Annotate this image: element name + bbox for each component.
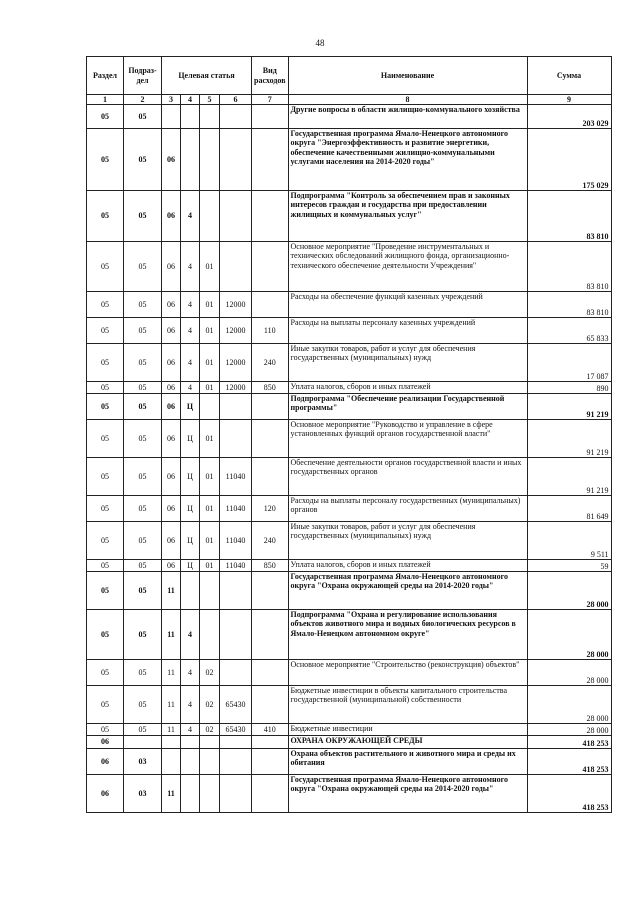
name-cell: Основное мероприятие "Строительство (реконструкция) объектов" bbox=[288, 660, 527, 686]
col-number: 4 bbox=[181, 95, 200, 105]
podrazdel-cell: 05 bbox=[124, 522, 162, 560]
activity-code-cell: 01 bbox=[200, 420, 220, 458]
sum-cell: 65 833 bbox=[527, 318, 611, 344]
subprogram-code-cell bbox=[181, 105, 200, 129]
razdel-cell: 05 bbox=[87, 458, 124, 496]
sum-cell: 17 087 bbox=[527, 344, 611, 382]
table-row bbox=[87, 736, 612, 749]
sum-cell: 59 bbox=[527, 560, 611, 572]
direction-code-cell bbox=[220, 775, 252, 813]
podrazdel-cell: 05 bbox=[124, 191, 162, 242]
table-row bbox=[87, 382, 612, 394]
razdel-cell: 05 bbox=[87, 660, 124, 686]
activity-code-cell bbox=[200, 191, 220, 242]
table-body bbox=[87, 105, 612, 813]
podrazdel-cell: 05 bbox=[124, 318, 162, 344]
direction-code-cell: 11040 bbox=[220, 496, 252, 522]
razdel-cell: 05 bbox=[87, 318, 124, 344]
table-row bbox=[87, 420, 612, 458]
podrazdel-cell: 05 bbox=[124, 660, 162, 686]
col-number: 5 bbox=[200, 95, 220, 105]
name-cell: Основное мероприятие "Руководство и управление в сфере установленных функций органов государственной власти" bbox=[288, 420, 527, 458]
podrazdel-cell: 05 bbox=[124, 572, 162, 610]
direction-code-cell: 11040 bbox=[220, 522, 252, 560]
col-number: 1 bbox=[87, 95, 124, 105]
razdel-cell: 05 bbox=[87, 420, 124, 458]
expense-type-cell bbox=[252, 610, 289, 660]
expense-type-cell bbox=[252, 292, 289, 318]
podrazdel-cell: 05 bbox=[124, 458, 162, 496]
sum-cell: 418 253 bbox=[527, 736, 611, 749]
subprogram-code-cell: Ц bbox=[181, 458, 200, 496]
program-code-cell: 06 bbox=[162, 560, 181, 572]
podrazdel-cell: 05 bbox=[124, 292, 162, 318]
razdel-cell: 05 bbox=[87, 382, 124, 394]
activity-code-cell: 02 bbox=[200, 660, 220, 686]
activity-code-cell bbox=[200, 394, 220, 420]
table-row bbox=[87, 724, 612, 736]
activity-code-cell: 01 bbox=[200, 458, 220, 496]
subprogram-code-cell: 4 bbox=[181, 242, 200, 292]
activity-code-cell: 01 bbox=[200, 318, 220, 344]
razdel-cell: 05 bbox=[87, 344, 124, 382]
expense-type-cell bbox=[252, 775, 289, 813]
subprogram-code-cell: Ц bbox=[181, 496, 200, 522]
header-celevaya: Целевая статья bbox=[162, 57, 252, 95]
table-row bbox=[87, 775, 612, 813]
program-code-cell: 06 bbox=[162, 394, 181, 420]
sum-cell: 81 649 bbox=[527, 496, 611, 522]
podrazdel-cell: 03 bbox=[124, 749, 162, 775]
program-code-cell bbox=[162, 105, 181, 129]
expense-type-cell bbox=[252, 129, 289, 191]
program-code-cell: 06 bbox=[162, 318, 181, 344]
podrazdel-cell: 05 bbox=[124, 724, 162, 736]
podrazdel-cell: 05 bbox=[124, 560, 162, 572]
razdel-cell: 05 bbox=[87, 610, 124, 660]
activity-code-cell: 02 bbox=[200, 686, 220, 724]
subprogram-code-cell bbox=[181, 736, 200, 749]
subprogram-code-cell: 4 bbox=[181, 382, 200, 394]
sum-cell: 28 000 bbox=[527, 724, 611, 736]
razdel-cell: 05 bbox=[87, 129, 124, 191]
program-code-cell: 11 bbox=[162, 572, 181, 610]
expense-type-cell bbox=[252, 686, 289, 724]
activity-code-cell: 01 bbox=[200, 522, 220, 560]
program-code-cell: 06 bbox=[162, 292, 181, 318]
col-number: 2 bbox=[124, 95, 162, 105]
name-cell: Подпрограмма "Обеспечение реализации Государственной программы" bbox=[288, 394, 527, 420]
subprogram-code-cell bbox=[181, 749, 200, 775]
podrazdel-cell: 05 bbox=[124, 105, 162, 129]
expense-type-cell: 850 bbox=[252, 560, 289, 572]
subprogram-code-cell: 4 bbox=[181, 724, 200, 736]
razdel-cell: 05 bbox=[87, 724, 124, 736]
activity-code-cell bbox=[200, 105, 220, 129]
subprogram-code-cell: 4 bbox=[181, 610, 200, 660]
razdel-cell: 05 bbox=[87, 191, 124, 242]
subprogram-code-cell: 4 bbox=[181, 191, 200, 242]
sum-cell: 83 810 bbox=[527, 191, 611, 242]
razdel-cell: 06 bbox=[87, 775, 124, 813]
activity-code-cell: 01 bbox=[200, 242, 220, 292]
direction-code-cell bbox=[220, 660, 252, 686]
table-row bbox=[87, 749, 612, 775]
expense-type-cell: 850 bbox=[252, 382, 289, 394]
sum-cell: 28 000 bbox=[527, 572, 611, 610]
podrazdel-cell: 05 bbox=[124, 686, 162, 724]
program-code-cell: 06 bbox=[162, 522, 181, 560]
table-row bbox=[87, 610, 612, 660]
activity-code-cell: 01 bbox=[200, 560, 220, 572]
subprogram-code-cell: Ц bbox=[181, 560, 200, 572]
podrazdel-cell: 05 bbox=[124, 420, 162, 458]
direction-code-cell: 65430 bbox=[220, 686, 252, 724]
direction-code-cell bbox=[220, 129, 252, 191]
razdel-cell: 05 bbox=[87, 686, 124, 724]
name-cell: Государственная программа Ямало-Ненецкого автономного округа "Охрана окружающей среды на 2014-2020 годы" bbox=[288, 775, 527, 813]
sum-cell: 91 219 bbox=[527, 458, 611, 496]
activity-code-cell bbox=[200, 736, 220, 749]
column-numbers-row bbox=[87, 95, 612, 105]
podrazdel-cell: 05 bbox=[124, 242, 162, 292]
sum-cell: 28 000 bbox=[527, 610, 611, 660]
table-row bbox=[87, 105, 612, 129]
col-number: 3 bbox=[162, 95, 181, 105]
program-code-cell: 06 bbox=[162, 242, 181, 292]
budget-table bbox=[86, 56, 612, 813]
subprogram-code-cell bbox=[181, 129, 200, 191]
direction-code-cell bbox=[220, 610, 252, 660]
razdel-cell: 05 bbox=[87, 292, 124, 318]
name-cell: Обеспечение деятельности органов государственной власти и иных государственных органов bbox=[288, 458, 527, 496]
direction-code-cell bbox=[220, 105, 252, 129]
expense-type-cell bbox=[252, 191, 289, 242]
direction-code-cell bbox=[220, 394, 252, 420]
table-row bbox=[87, 686, 612, 724]
col-number: 8 bbox=[288, 95, 527, 105]
name-cell: Расходы на обеспечение функций казенных учреждений bbox=[288, 292, 527, 318]
direction-code-cell: 12000 bbox=[220, 292, 252, 318]
expense-type-cell bbox=[252, 105, 289, 129]
table-row bbox=[87, 344, 612, 382]
podrazdel-cell: 05 bbox=[124, 382, 162, 394]
expense-type-cell bbox=[252, 736, 289, 749]
sum-cell: 83 810 bbox=[527, 292, 611, 318]
expense-type-cell bbox=[252, 420, 289, 458]
table-row bbox=[87, 191, 612, 242]
podrazdel-cell: 05 bbox=[124, 344, 162, 382]
col-number: 6 bbox=[220, 95, 252, 105]
direction-code-cell bbox=[220, 736, 252, 749]
sum-cell: 91 219 bbox=[527, 394, 611, 420]
name-cell: Подпрограмма "Охрана и регулирование использования объектов животного мира и водных биологических ресурсов в Ямало-Ненецком автономном округе" bbox=[288, 610, 527, 660]
program-code-cell: 11 bbox=[162, 724, 181, 736]
razdel-cell: 05 bbox=[87, 522, 124, 560]
name-cell: Бюджетные инвестиции bbox=[288, 724, 527, 736]
name-cell: Государственная программа Ямало-Ненецкого автономного округа "Энергоэффективность и развитие энергетики, обеспечение качественными жилищно-коммунальными услугами населения на 2014-2020 годы" bbox=[288, 129, 527, 191]
sum-cell: 203 029 bbox=[527, 105, 611, 129]
direction-code-cell: 12000 bbox=[220, 318, 252, 344]
activity-code-cell bbox=[200, 572, 220, 610]
name-cell: Другие вопросы в области жилищно-коммунального хозяйства bbox=[288, 105, 527, 129]
expense-type-cell: 240 bbox=[252, 522, 289, 560]
activity-code-cell bbox=[200, 610, 220, 660]
header-name: Наименование bbox=[288, 57, 527, 95]
name-cell: ОХРАНА ОКРУЖАЮЩЕЙ СРЕДЫ bbox=[288, 736, 527, 749]
col-number: 7 bbox=[252, 95, 289, 105]
expense-type-cell bbox=[252, 394, 289, 420]
subprogram-code-cell bbox=[181, 572, 200, 610]
sum-cell: 418 253 bbox=[527, 749, 611, 775]
activity-code-cell: 01 bbox=[200, 382, 220, 394]
program-code-cell: 06 bbox=[162, 382, 181, 394]
direction-code-cell: 12000 bbox=[220, 382, 252, 394]
program-code-cell: 11 bbox=[162, 775, 181, 813]
table-row bbox=[87, 292, 612, 318]
razdel-cell: 06 bbox=[87, 749, 124, 775]
direction-code-cell: 12000 bbox=[220, 344, 252, 382]
subprogram-code-cell: 4 bbox=[181, 292, 200, 318]
expense-type-cell bbox=[252, 458, 289, 496]
expense-type-cell: 120 bbox=[252, 496, 289, 522]
program-code-cell: 06 bbox=[162, 458, 181, 496]
table-row bbox=[87, 496, 612, 522]
program-code-cell: 11 bbox=[162, 686, 181, 724]
table-header bbox=[87, 57, 612, 105]
name-cell: Государственная программа Ямало-Ненецкого автономного округа "Охрана окружающей среды на 2014-2020 годы" bbox=[288, 572, 527, 610]
sum-cell: 890 bbox=[527, 382, 611, 394]
sum-cell: 83 810 bbox=[527, 242, 611, 292]
table-row bbox=[87, 318, 612, 344]
subprogram-code-cell: 4 bbox=[181, 318, 200, 344]
header-sum: Сумма bbox=[527, 57, 611, 95]
direction-code-cell bbox=[220, 749, 252, 775]
subprogram-code-cell: 4 bbox=[181, 344, 200, 382]
program-code-cell: 11 bbox=[162, 610, 181, 660]
direction-code-cell: 11040 bbox=[220, 560, 252, 572]
header-razdel: Раздел bbox=[87, 57, 124, 95]
table-row bbox=[87, 394, 612, 420]
podrazdel-cell: 03 bbox=[124, 775, 162, 813]
table-row bbox=[87, 572, 612, 610]
podrazdel-cell bbox=[124, 736, 162, 749]
header-vid: Вид расходов bbox=[252, 57, 289, 95]
name-cell: Иные закупки товаров, работ и услуг для обеспечения государственных (муниципальных) нужд bbox=[288, 522, 527, 560]
expense-type-cell bbox=[252, 572, 289, 610]
razdel-cell: 05 bbox=[87, 560, 124, 572]
razdel-cell: 06 bbox=[87, 736, 124, 749]
sum-cell: 418 253 bbox=[527, 775, 611, 813]
expense-type-cell bbox=[252, 749, 289, 775]
name-cell: Уплата налогов, сборов и иных платежей bbox=[288, 382, 527, 394]
sum-cell: 9 511 bbox=[527, 522, 611, 560]
program-code-cell: 06 bbox=[162, 191, 181, 242]
direction-code-cell bbox=[220, 242, 252, 292]
program-code-cell: 06 bbox=[162, 129, 181, 191]
name-cell: Охрана объектов растительного и животного мира и среды их обитания bbox=[288, 749, 527, 775]
name-cell: Уплата налогов, сборов и иных платежей bbox=[288, 560, 527, 572]
col-number: 9 bbox=[527, 95, 611, 105]
program-code-cell: 06 bbox=[162, 496, 181, 522]
direction-code-cell: 65430 bbox=[220, 724, 252, 736]
expense-type-cell bbox=[252, 242, 289, 292]
razdel-cell: 05 bbox=[87, 394, 124, 420]
activity-code-cell: 02 bbox=[200, 724, 220, 736]
table-row bbox=[87, 522, 612, 560]
header-podrazdel: Подраз-дел bbox=[124, 57, 162, 95]
name-cell: Бюджетные инвестиции в объекты капитального строительства государственной (муниципальной) собственности bbox=[288, 686, 527, 724]
sum-cell: 28 000 bbox=[527, 686, 611, 724]
expense-type-cell: 110 bbox=[252, 318, 289, 344]
direction-code-cell: 11040 bbox=[220, 458, 252, 496]
razdel-cell: 05 bbox=[87, 572, 124, 610]
activity-code-cell: 01 bbox=[200, 344, 220, 382]
expense-type-cell: 410 bbox=[252, 724, 289, 736]
name-cell: Расходы на выплаты персоналу государственных (муниципальных) органов bbox=[288, 496, 527, 522]
name-cell: Основное мероприятие "Проведение инструментальных и технических обследований жилищного фонда, организационно-технического обеспечение деятельности Учреждения" bbox=[288, 242, 527, 292]
program-code-cell bbox=[162, 736, 181, 749]
direction-code-cell bbox=[220, 191, 252, 242]
subprogram-code-cell: 4 bbox=[181, 686, 200, 724]
table-row bbox=[87, 660, 612, 686]
activity-code-cell: 01 bbox=[200, 292, 220, 318]
activity-code-cell: 01 bbox=[200, 496, 220, 522]
subprogram-code-cell: Ц bbox=[181, 394, 200, 420]
podrazdel-cell: 05 bbox=[124, 129, 162, 191]
table-row bbox=[87, 458, 612, 496]
activity-code-cell bbox=[200, 129, 220, 191]
subprogram-code-cell bbox=[181, 775, 200, 813]
direction-code-cell bbox=[220, 420, 252, 458]
name-cell: Подпрограмма "Контроль за обеспечением прав и законных интересов граждан и государства при предоставлении жилищных и коммунальных услуг" bbox=[288, 191, 527, 242]
subprogram-code-cell: 4 bbox=[181, 660, 200, 686]
subprogram-code-cell: Ц bbox=[181, 420, 200, 458]
razdel-cell: 05 bbox=[87, 496, 124, 522]
name-cell: Иные закупки товаров, работ и услуг для обеспечения государственных (муниципальных) нужд bbox=[288, 344, 527, 382]
activity-code-cell bbox=[200, 749, 220, 775]
direction-code-cell bbox=[220, 572, 252, 610]
page-number: 48 bbox=[315, 38, 325, 48]
sum-cell: 28 000 bbox=[527, 660, 611, 686]
podrazdel-cell: 05 bbox=[124, 496, 162, 522]
program-code-cell bbox=[162, 749, 181, 775]
program-code-cell: 06 bbox=[162, 344, 181, 382]
razdel-cell: 05 bbox=[87, 105, 124, 129]
name-cell: Расходы на выплаты персоналу казенных учреждений bbox=[288, 318, 527, 344]
expense-type-cell bbox=[252, 660, 289, 686]
table-row bbox=[87, 242, 612, 292]
sum-cell: 175 029 bbox=[527, 129, 611, 191]
table-row bbox=[87, 560, 612, 572]
program-code-cell: 11 bbox=[162, 660, 181, 686]
podrazdel-cell: 05 bbox=[124, 394, 162, 420]
program-code-cell: 06 bbox=[162, 420, 181, 458]
sum-cell: 91 219 bbox=[527, 420, 611, 458]
activity-code-cell bbox=[200, 775, 220, 813]
subprogram-code-cell: Ц bbox=[181, 522, 200, 560]
podrazdel-cell: 05 bbox=[124, 610, 162, 660]
expense-type-cell: 240 bbox=[252, 344, 289, 382]
razdel-cell: 05 bbox=[87, 242, 124, 292]
table-row bbox=[87, 129, 612, 191]
